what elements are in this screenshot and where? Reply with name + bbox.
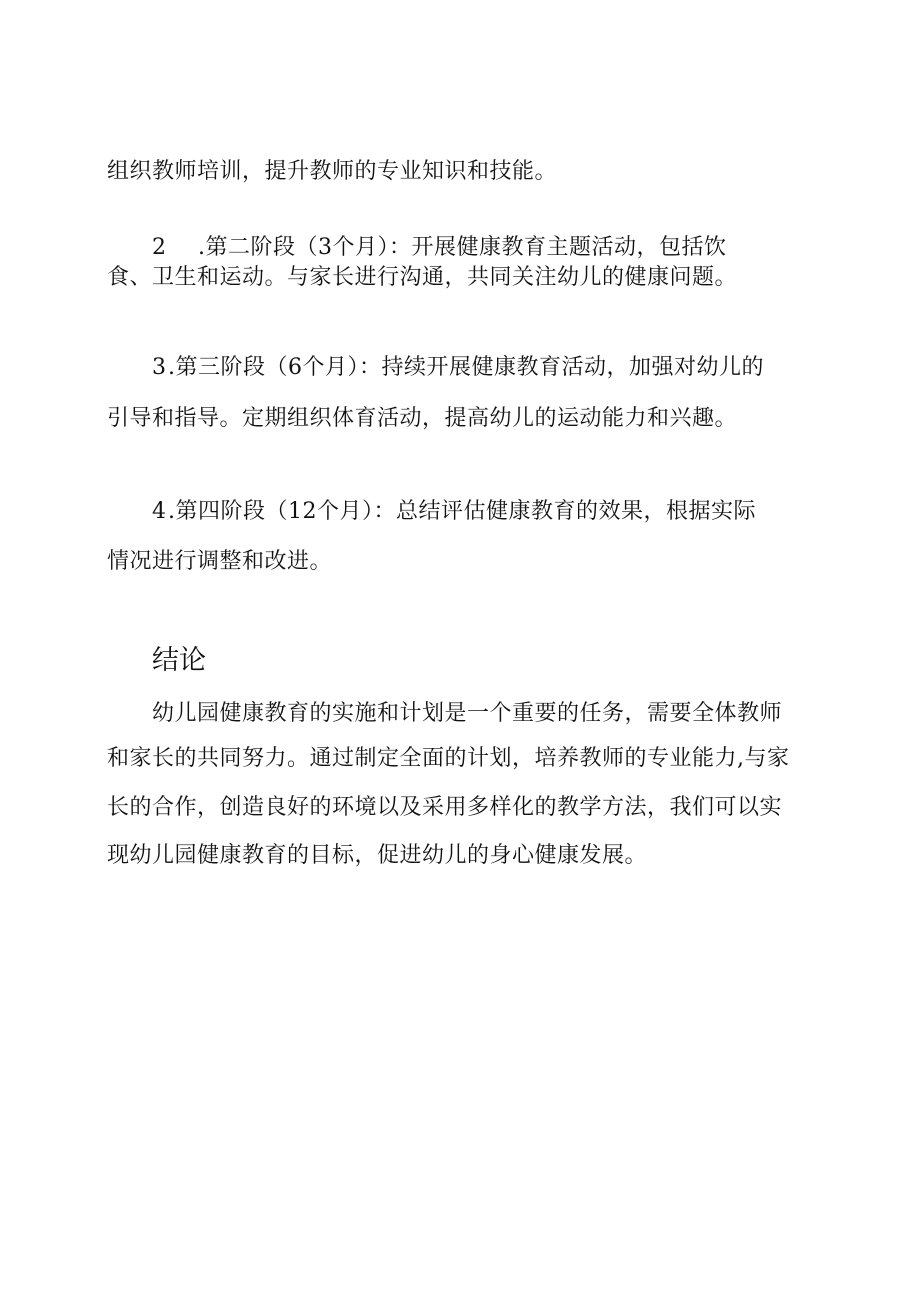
conclusion-heading: 结论 xyxy=(152,645,206,676)
stage-2-first-line xyxy=(152,233,727,263)
stage-2-text: .第二阶段（3个月）：开展健康教育主题活动，包括饮 xyxy=(198,235,727,260)
stage-3-text: .第三阶段（6个月）：持续开展健康教育活动，加强对幼儿的 xyxy=(168,355,764,380)
stage-2-second-line: 食、卫生和运动。与家长进行沟通，共同关注幼儿的健康问题。 xyxy=(107,265,738,290)
conclusion-line-3: 长的合作，创造良好的环境以及采用多样化的教学方法，我们可以实 xyxy=(107,795,783,820)
intro-line: 组织教师培训，提升教师的专业知识和技能。 xyxy=(107,159,558,184)
stage-2-number: 2 xyxy=(152,235,167,260)
stage-3-number: 3 xyxy=(152,355,167,380)
conclusion-line-2: 和家长的共同努力。通过制定全面的计划，培养教师的专业能力,与家 xyxy=(107,746,790,771)
stage-3-second-line: 引导和指导。定期组织体育活动，提高幼儿的运动能力和兴趣。 xyxy=(107,406,738,431)
conclusion-line-4: 现幼儿园健康教育的目标，促进幼儿的身心健康发展。 xyxy=(107,843,648,868)
stage-4-number: 4 xyxy=(152,499,167,524)
stage-3-first-line xyxy=(152,353,764,383)
conclusion-line-1: 幼儿园健康教育的实施和计划是一个重要的任务，需要全体教师 xyxy=(152,701,783,726)
stage-4-text: .第四阶段（12个月）：总结评估健康教育的效果，根据实际 xyxy=(168,499,756,524)
stage-4-first-line xyxy=(152,497,756,527)
stage-4-second-line: 情况进行调整和改进。 xyxy=(107,549,333,574)
